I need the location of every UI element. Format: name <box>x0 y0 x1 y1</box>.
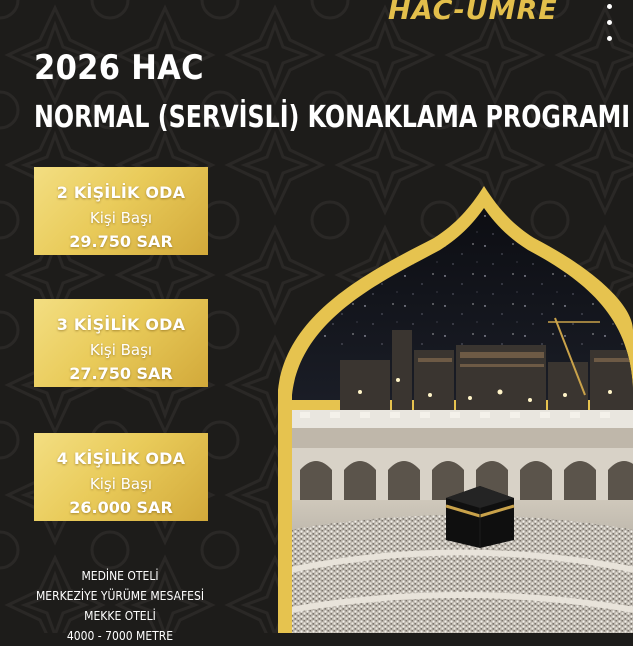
price-value: 29.750 SAR <box>69 232 173 251</box>
per-person-label: Kişi Başı <box>89 475 153 493</box>
hotel-info-line: 4000 - 7000 METRE <box>66 629 174 643</box>
kaaba-illustration <box>446 486 514 548</box>
brand-logo-text: HAC-UMRE <box>388 0 558 26</box>
page-title-program: NORMAL (SERVİSLİ) KONAKLAMA PROGRAMI <box>34 100 631 135</box>
per-person-label: Kişi Başı <box>89 209 153 227</box>
hotel-info-line: MEKKE OTELİ <box>84 609 156 623</box>
hotel-info-line: MEDİNE OTELİ <box>81 569 159 583</box>
room-type-label: 4 KİŞİLİK ODA <box>56 449 186 468</box>
per-person-label: Kişi Başı <box>89 341 153 359</box>
price-value: 27.750 SAR <box>69 364 173 383</box>
room-type-label: 2 KİŞİLİK ODA <box>56 183 186 202</box>
hotel-info-line: MERKEZİYE YÜRÜME MESAFESİ <box>35 589 205 603</box>
price-value: 26.000 SAR <box>69 498 173 517</box>
page-title-year: 2026 HAC <box>34 48 204 88</box>
room-type-label: 3 KİŞİLİK ODA <box>56 315 186 334</box>
